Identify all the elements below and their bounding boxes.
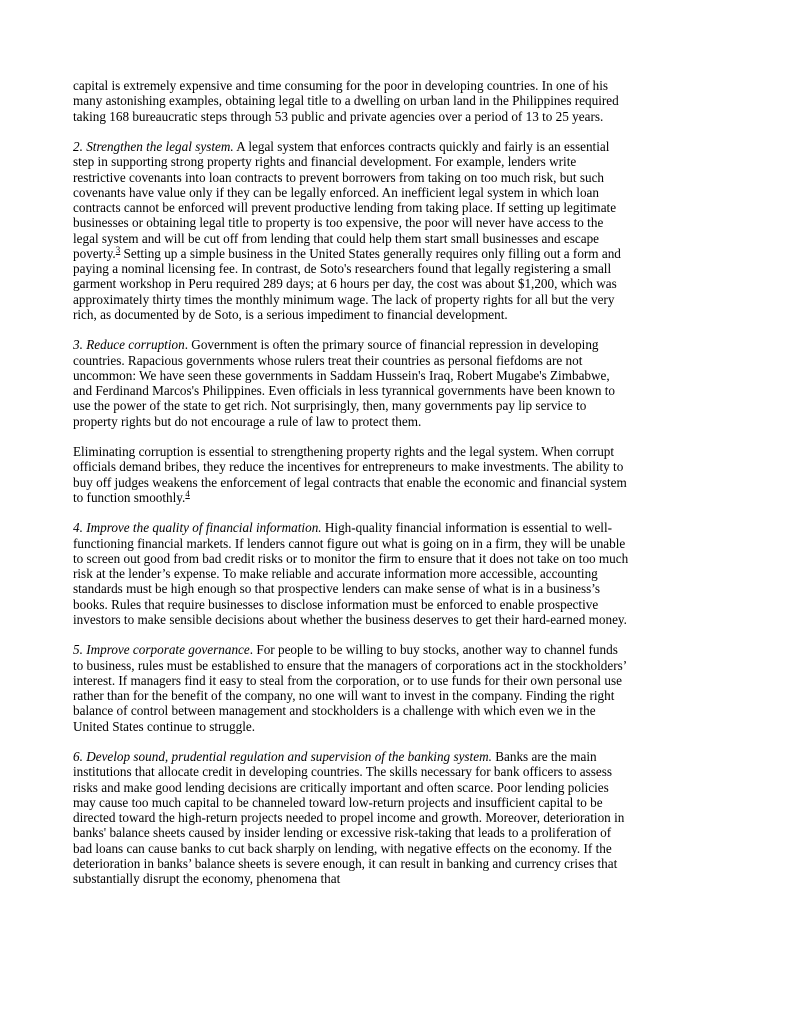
section-heading: 6. Develop sound, prudential regulation and supervision of the banking system. (73, 749, 492, 764)
paragraph-text: . Government is often the primary source of financial repression in developing countries. Rapacious governments whose rulers treat their countries as personal fiefdoms are not uncommon: We have seen these governments in Saddam Hussein's Iraq, Robert Mugabe's Zimbabwe, and Ferdinand Marcos's Philippines. Even officials in less tyrannical governments have been known to use the power of the state to get rich. Not surprisingly, then, many governments pay lip service to property rights but do not encourage a rule of law to protect them. (73, 337, 615, 429)
paragraph-land-title (73, 78, 629, 124)
section-heading: 5. Improve corporate governance (73, 642, 250, 658)
paragraph-banking-regulation (73, 749, 629, 886)
paragraph-text: High-quality financial information is essential to well-functioning financial markets. If lenders cannot figure out what is going on in a firm, they will be unable to screen out good from bad credit risks or to monitor the firm to ensure that it does not take on too much risk at the lender’s expense. To make reliable and accurate information more accessible, accounting standards must be high enough so that prospective lenders can make sense of what is in a business’s books. Rules that require businesses to disclose information must be enforced to enable prospective investors to make sensible decisions about whether the business deserves to get their hard-earned money. (73, 520, 629, 627)
paragraph-text: capital is extremely expensive and time consuming for the poor in developing countries. In one of his many astonishing examples, obtaining legal title to a dwelling on urban land in the Philippines required taking 168 bureaucratic steps through 53 public and private agencies over a period of 13 to 25 years. (73, 78, 619, 124)
paragraph-text: Setting up a simple business in the United States generally requires only filling out a form and paying a nominal licensing fee. In contrast, de Soto's researchers found that legally registering a small garment workshop in Peru required 289 days; at 6 hours per day, the cost was about $1,200, which was approximately thirty times the monthly minimum wage. The lack of property rights for all but the very rich, as documented by de Soto, is a serious impediment to financial development. (73, 245, 621, 322)
paragraph-text: A legal system that enforces contracts quickly and fairly is an essential step in supporting strong property rights and financial development. For example, lenders write restrictive covenants into loan contracts to prevent borrowers from taking on too much risk, but such covenants have value only if they can be legally enforced. An inefficient legal system in which loan contracts cannot be enforced will prevent productive lending from taking place. If setting up legitimate businesses or obtaining legal title to property is too expensive, the poor will never have access to the legal system and will be cut off from lending that could help them start small businesses and escape poverty. (73, 139, 617, 261)
paragraph-eliminating-corruption (73, 444, 629, 505)
paragraph-financial-information (73, 520, 629, 627)
paragraph-text: Eliminating corruption is essential to strengthening property rights and the legal system. When corrupt officials demand bribes, they reduce the incentives for entrepreneurs to make investments. The ability to buy off judges weakens the enforcement of legal contracts that enable the economic and financial system to function smoothly. (73, 444, 627, 505)
paragraph-corruption (73, 337, 629, 429)
paragraph-legal-system (73, 139, 629, 322)
section-heading: 4. Improve the quality of financial information. (73, 520, 322, 536)
paragraph-text: . For people to be willing to buy stocks, another way to channel funds to business, rules must be established to ensure that the managers of corporations act in the stockholders’ interest. If managers find it easy to steal from the corporation, or to use funds for their own personal use rather than for the benefit of the company, no one will want to invest in the company. Finding the right balance of control between management and stockholders is a challenge with which even we in the United States continue to struggle. (73, 642, 627, 734)
paragraph-text: Banks are the main institutions that allocate credit in developing countries. The skills necessary for bank officers to assess risks and make good lending decisions are critically important and often scarce. Poor lending policies may cause too much capital to be channeled toward low-return projects and insufficient capital to be directed toward the high-return projects needed to propel income and growth. Moreover, deterioration in banks' balance sheets caused by insider lending or excessive risk-taking that leads to a proliferation of bad loans can cause banks to cut back sharply on lending, with negative effects on the economy. If the deterioration in banks’ balance sheets is severe enough, it can result in banking and currency crises that substantially disrupt the economy, phenomena that (73, 749, 625, 886)
document-page (73, 78, 629, 902)
footnote-link-4[interactable]: 4 (185, 488, 190, 499)
paragraph-corporate-governance (73, 642, 629, 734)
section-heading: 3. Reduce corruption (73, 337, 185, 353)
section-heading: 2. Strengthen the legal system. (73, 139, 234, 154)
footnote-link-3[interactable]: 3 (115, 244, 121, 255)
